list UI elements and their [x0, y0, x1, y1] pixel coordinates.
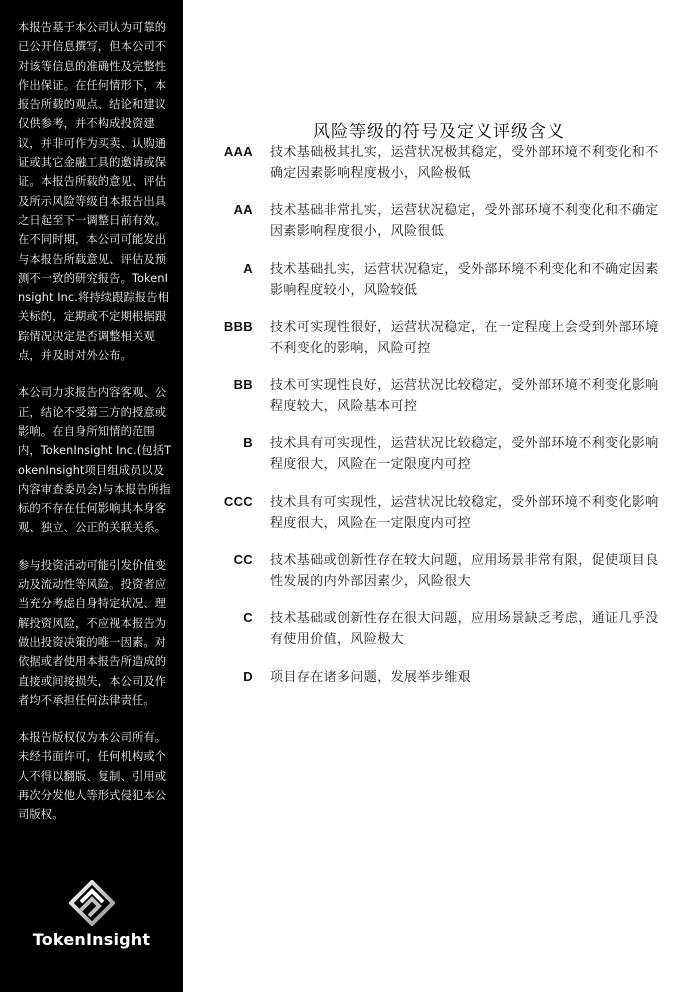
rating-row-ccc [183, 490, 700, 548]
rating-code: D [243, 668, 253, 684]
rating-code: CCC [223, 493, 253, 509]
rating-row-aa [183, 198, 700, 256]
disclaimer-sidebar [0, 0, 183, 992]
rating-code: CC [233, 552, 253, 568]
rating-list [183, 140, 700, 723]
tokeninsight-logo-icon [69, 880, 115, 926]
rating-row-d [183, 665, 700, 723]
rating-description: 项目存在诸多问题，发展举步维艰 [270, 669, 472, 685]
rating-description: 技术基础扎实，运营状况稳定，受外部环境不利变化和不确定因素影响程度较小，风险较低 [270, 261, 659, 298]
rating-code: AAA [223, 144, 253, 159]
rating-definitions [183, 0, 700, 992]
disclaimer-text [18, 18, 173, 825]
page-title: 风险等级的符号及定义评级含义 [313, 122, 565, 142]
rating-description: 技术基础非常扎实，运营状况稳定，受外部环境不利变化和不确定因素影响程度很小，风险很低 [270, 203, 659, 240]
rating-code: A [243, 260, 253, 276]
logo-wordmark: TokenInsight [32, 930, 151, 949]
rating-description: 技术具有可实现性，运营状况比较稳定，受外部环境不利变化影响程度很大，风险在一定限度内可控 [270, 494, 659, 531]
rating-row-aaa [183, 140, 700, 198]
rating-row-bb [183, 373, 700, 431]
rating-row-cc [183, 548, 700, 606]
tokeninsight-logo [0, 880, 183, 949]
rating-description: 技术可实现性良好，运营状况比较稳定，受外部环境不利变化影响程度较大，风险基本可控 [270, 378, 659, 415]
rating-description: 技术基础或创新性存在很大问题，应用场景缺乏考虑，通证几乎没有使用价值，风险极大 [270, 611, 659, 648]
rating-row-a [183, 257, 700, 315]
rating-row-b [183, 431, 700, 489]
rating-code: C [243, 610, 253, 626]
rating-row-c [183, 606, 700, 664]
rating-row-bbb [183, 315, 700, 373]
disclaimer-paragraph: 参与投资活动可能引发价值变动及流动性等风险。投资者应当充分考虑自身特定状况、理解投资风险，不应视本报告为做出投资决策的唯一因素。对依据或者使用本报告所造成的直接或间接损失，本公司及作者均不承担任何法律责任。 [18, 558, 167, 707]
disclaimer-paragraph: 本报告基于本公司认为可靠的已公开信息撰写，但本公司不对该等信息的准确性及完整性作出保证。在任何情形下，本报告所载的观点、结论和建议仅供参考，并不构成投资建议，并非可作为买卖、认购通证或其它金融工具的邀请或保证。本报告所载的意见、评估及所示风险等级自本报告出具之日起至下一调整日前有效。在不同时期，本公司可能发出与本报告所载意见、评估及预测不一致的研究报告。TokenInsight Inc.将持续跟踪报告相关标的，定期或不定期根据跟踪情况决定是否调整相关观点，并及时对外公布。 [18, 21, 170, 363]
rating-description: 技术可实现性很好，运营状况稳定，在一定程度上会受到外部环境不利变化的影响，风险可控 [270, 319, 659, 356]
disclaimer-paragraph: 本公司力求报告内容客观、公正，结论不受第三方的授意或影响。在自身所知情的范围内，TokenInsight Inc.(包括TokenInsight项目组成员以及内容审查委员会)与本报告所指标的不存在任何影响其本身客观、独立、公正的关联关系。 [18, 386, 172, 535]
rating-code: AA [233, 202, 253, 218]
rating-description: 技术基础极其扎实，运营状况极其稳定，受外部环境不利变化和不确定因素影响程度极小，风险极低 [270, 145, 659, 181]
rating-description: 技术具有可实现性，运营状况比较稳定，受外部环境不利变化影响程度很大，风险在一定限度内可控 [270, 436, 659, 473]
rating-code: BB [233, 377, 253, 393]
rating-code: BBB [223, 318, 253, 334]
disclaimer-paragraph: 本报告版权仅为本公司所有。未经书面许可，任何机构或个人不得以翻版、复制、引用或再次分发他人等形式侵犯本公司版权。 [18, 731, 167, 822]
rating-code: B [243, 435, 253, 451]
rating-description: 技术基础或创新性存在较大问题，应用场景非常有限，促使项目良性发展的内外部因素少，风险很大 [270, 553, 659, 590]
